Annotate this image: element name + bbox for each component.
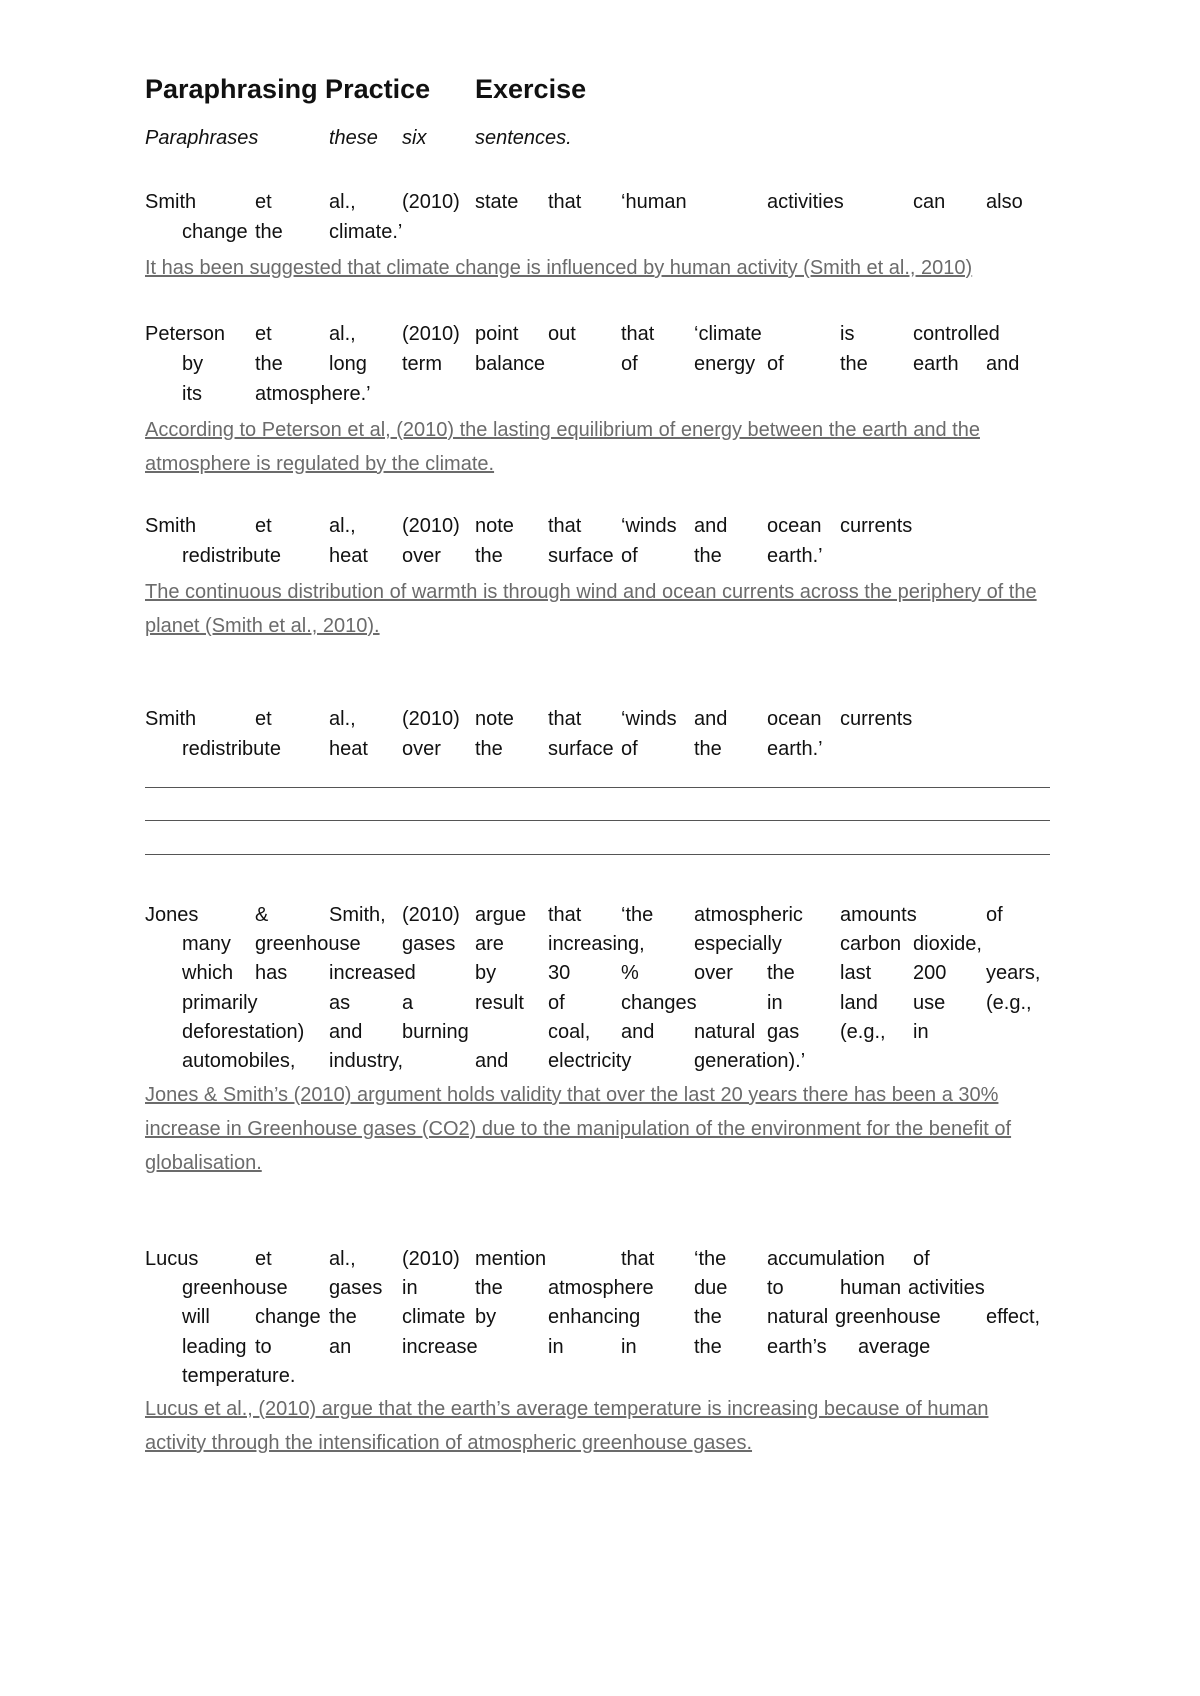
- quote-word: the: [840, 353, 868, 375]
- quote-word: has: [255, 962, 288, 984]
- quote-word: primarily: [182, 992, 258, 1014]
- quote-word: gases: [402, 933, 456, 955]
- quote-word: also: [986, 191, 1023, 213]
- quote-word: that: [548, 904, 582, 926]
- quote-word: of: [548, 992, 565, 1014]
- blank-answer-line: [145, 787, 1050, 788]
- quote-word: ocean: [767, 515, 822, 537]
- quote-word: of: [621, 353, 638, 375]
- quote-word: the: [694, 1336, 722, 1358]
- quote-word: of: [986, 904, 1003, 926]
- quote-word: its: [182, 383, 202, 405]
- answer-1: It has been suggested that climate change is influenced by human activity (Smith et al., 2010): [145, 257, 973, 279]
- quote-word: the: [475, 1277, 503, 1299]
- quote-word: which: [182, 962, 234, 984]
- quote-word: Smith: [145, 191, 197, 213]
- quote-word: et: [255, 191, 272, 213]
- quote-word: atmospheric: [694, 904, 803, 926]
- instruction-word: six: [402, 127, 427, 149]
- quote-word: burning: [402, 1021, 469, 1043]
- quote-word: leading: [182, 1336, 247, 1358]
- quote-word: land: [840, 992, 878, 1014]
- quote-word: gases: [329, 1277, 383, 1299]
- quote-word: use: [913, 992, 946, 1014]
- quote-word: in: [767, 992, 783, 1014]
- instruction-word: sentences.: [475, 127, 572, 149]
- answer-3: The continuous distribution of warmth is through wind and ocean currents across the periphery of the planet (Smith et al., 2010).: [145, 581, 1037, 637]
- quote-word: that: [548, 515, 582, 537]
- quote-word: that: [548, 191, 582, 213]
- quote-word: energy: [694, 353, 756, 375]
- quote-word: of: [767, 353, 784, 375]
- instruction-word: Paraphrases: [145, 127, 259, 149]
- quote-word: et: [255, 323, 272, 345]
- quote-word: ‘winds: [621, 515, 677, 537]
- blank-answer-line: [145, 820, 1050, 821]
- quote-word: gas: [767, 1021, 800, 1043]
- quote-word: Peterson: [145, 323, 226, 345]
- blank-answer-line: [145, 854, 1050, 855]
- quote-word: ‘climate: [694, 323, 762, 345]
- quote-word: balance: [475, 353, 546, 375]
- quote-word: and: [986, 353, 1020, 375]
- quote-word: many: [182, 933, 231, 955]
- quote-word: mention: [475, 1248, 547, 1270]
- quote-word: point: [475, 323, 519, 345]
- quote-word: al.,: [329, 1248, 356, 1270]
- quote-word: currents: [840, 515, 913, 537]
- quote-word: (2010): [402, 323, 460, 345]
- quote-word: Smith: [145, 708, 197, 730]
- quote-word: earth: [913, 353, 959, 375]
- quote-word: a: [402, 992, 414, 1014]
- quote-word: carbon: [840, 933, 902, 955]
- quote-word: redistribute: [182, 545, 281, 567]
- quote-word: climate.’: [329, 221, 403, 243]
- quote-word: years,: [986, 962, 1041, 984]
- quote-word: deforestation): [182, 1021, 305, 1043]
- quote-word: the: [255, 221, 283, 243]
- document-title: [145, 74, 587, 105]
- quote-word: ocean: [767, 708, 822, 730]
- quote-word: the: [475, 738, 503, 760]
- quote-1: [145, 191, 1045, 251]
- quote-word: in: [621, 1336, 637, 1358]
- quote-word: ‘the: [621, 904, 654, 926]
- quote-word: Lucus: [145, 1248, 199, 1270]
- quote-6: [145, 1248, 1045, 1398]
- quote-word: over: [694, 962, 733, 984]
- quote-word: that: [621, 323, 655, 345]
- title-part-2: Exercise: [475, 74, 587, 104]
- quote-word: and: [621, 1021, 655, 1043]
- quote-word: note: [475, 708, 514, 730]
- quote-3: [145, 515, 1045, 575]
- quote-word: al.,: [329, 708, 356, 730]
- quote-word: 200: [913, 962, 947, 984]
- quote-word: in: [913, 1021, 929, 1043]
- quote-word: and: [329, 1021, 363, 1043]
- quote-word: surface: [548, 545, 614, 567]
- quote-word: of: [621, 738, 638, 760]
- quote-word: can: [913, 191, 946, 213]
- quote-word: (2010): [402, 515, 460, 537]
- quote-word: Smith,: [329, 904, 386, 926]
- quote-word: increased: [329, 962, 416, 984]
- answer-2: According to Peterson et al, (2010) the lasting equilibrium of energy between the earth and the atmosphere is regulated by the climate.: [145, 419, 980, 475]
- quote-word: et: [255, 515, 272, 537]
- quote-word: increasing,: [548, 933, 645, 955]
- quote-word: redistribute: [182, 738, 281, 760]
- quote-word: currents: [840, 708, 913, 730]
- quote-word: the: [694, 545, 722, 567]
- quote-word: and: [694, 515, 728, 537]
- quote-word: earth.’: [767, 738, 823, 760]
- instructions: [145, 127, 645, 155]
- quote-word: effect,: [986, 1306, 1041, 1328]
- quote-word: automobiles,: [182, 1050, 296, 1072]
- quote-word: human: [840, 1277, 902, 1299]
- quote-word: (2010): [402, 191, 460, 213]
- quote-word: et: [255, 1248, 272, 1270]
- quote-word: industry,: [329, 1050, 404, 1072]
- quote-word: to: [255, 1336, 272, 1358]
- quote-word: due: [694, 1277, 728, 1299]
- quote-word: ‘winds: [621, 708, 677, 730]
- quote-word: atmosphere.’: [255, 383, 371, 405]
- quote-word: the: [255, 353, 283, 375]
- quote-word: (2010): [402, 1248, 460, 1270]
- quote-word: surface: [548, 738, 614, 760]
- quote-word: term: [402, 353, 442, 375]
- quote-word: the: [694, 738, 722, 760]
- instruction-word: these: [329, 127, 378, 149]
- quote-word: enhancing: [548, 1306, 641, 1328]
- quote-word: al.,: [329, 323, 356, 345]
- quote-word: accumulation: [767, 1248, 885, 1270]
- quote-word: the: [475, 545, 503, 567]
- quote-word: long: [329, 353, 367, 375]
- quote-word: dioxide,: [913, 933, 982, 955]
- quote-word: increase: [402, 1336, 478, 1358]
- quote-word: coal,: [548, 1021, 591, 1043]
- quote-word: Jones: [145, 904, 199, 926]
- quote-word: change: [255, 1306, 321, 1328]
- quote-word: as: [329, 992, 351, 1014]
- quote-word: greenhouse: [182, 1277, 288, 1299]
- quote-word: an: [329, 1336, 352, 1358]
- quote-word: average: [858, 1336, 931, 1358]
- quote-word: ‘human: [621, 191, 687, 213]
- quote-word: by: [475, 1306, 497, 1328]
- quote-word: to: [767, 1277, 784, 1299]
- quote-word: earth.’: [767, 545, 823, 567]
- quote-word: natural: [767, 1306, 829, 1328]
- quote-word: especially: [694, 933, 782, 955]
- quote-2: [145, 323, 1045, 413]
- answer-5: Jones & Smith’s (2010) argument holds validity that over the last 20 years there has been a 30% increase in Greenhouse gases (CO2) due to the manipulation of the environment for the benefit of globalisation.: [145, 1084, 1012, 1174]
- answer-6: Lucus et al., (2010) argue that the earth’s average temperature is increasing because of human activity through the intensification of atmospheric greenhouse gases.: [145, 1398, 989, 1454]
- quote-word: that: [548, 708, 582, 730]
- quote-word: out: [548, 323, 576, 345]
- quote-word: (e.g.,: [986, 992, 1032, 1014]
- quote-word: the: [767, 962, 795, 984]
- quote-5: [145, 904, 1045, 1084]
- quote-word: in: [548, 1336, 564, 1358]
- quote-word: of: [621, 545, 638, 567]
- quote-word: in: [402, 1277, 418, 1299]
- quote-word: al.,: [329, 515, 356, 537]
- quote-word: change: [182, 221, 248, 243]
- quote-word: heat: [329, 738, 368, 760]
- quote-word: generation).’: [694, 1050, 806, 1072]
- quote-word: electricity: [548, 1050, 632, 1072]
- quote-word: are: [475, 933, 504, 955]
- quote-word: last: [840, 962, 872, 984]
- quote-word: state: [475, 191, 519, 213]
- quote-word: by: [182, 353, 204, 375]
- quote-word: climate: [402, 1306, 466, 1328]
- quote-word: et: [255, 708, 272, 730]
- quote-word: over: [402, 545, 441, 567]
- quote-word: Smith: [145, 515, 197, 537]
- quote-word: (e.g.,: [840, 1021, 886, 1043]
- quote-word: natural: [694, 1021, 756, 1043]
- quote-word: greenhouse: [835, 1306, 941, 1328]
- quote-word: &: [255, 904, 269, 926]
- quote-word: controlled: [913, 323, 1000, 345]
- quote-word: changes: [621, 992, 697, 1014]
- quote-word: %: [621, 962, 639, 984]
- quote-word: is: [840, 323, 855, 345]
- quote-word: temperature.: [182, 1365, 296, 1387]
- quote-word: earth’s: [767, 1336, 827, 1358]
- quote-word: and: [694, 708, 728, 730]
- quote-word: greenhouse: [255, 933, 361, 955]
- quote-word: heat: [329, 545, 368, 567]
- quote-word: the: [329, 1306, 357, 1328]
- quote-word: the: [694, 1306, 722, 1328]
- quote-word: by: [475, 962, 497, 984]
- quote-word: amounts: [840, 904, 917, 926]
- quote-word: over: [402, 738, 441, 760]
- quote-word: and: [475, 1050, 509, 1072]
- quote-word: ‘the: [694, 1248, 727, 1270]
- quote-word: note: [475, 515, 514, 537]
- quote-word: that: [621, 1248, 655, 1270]
- quote-word: (2010): [402, 708, 460, 730]
- quote-word: result: [475, 992, 524, 1014]
- quote-word: (2010): [402, 904, 460, 926]
- quote-word: of: [913, 1248, 930, 1270]
- quote-4: [145, 708, 1045, 768]
- quote-word: will: [182, 1306, 210, 1328]
- quote-word: argue: [475, 904, 527, 926]
- quote-word: activities: [908, 1277, 985, 1299]
- quote-word: activities: [767, 191, 844, 213]
- title-part-1: Paraphrasing Practice: [145, 74, 431, 104]
- quote-word: 30: [548, 962, 571, 984]
- quote-word: atmosphere: [548, 1277, 654, 1299]
- quote-word: al.,: [329, 191, 356, 213]
